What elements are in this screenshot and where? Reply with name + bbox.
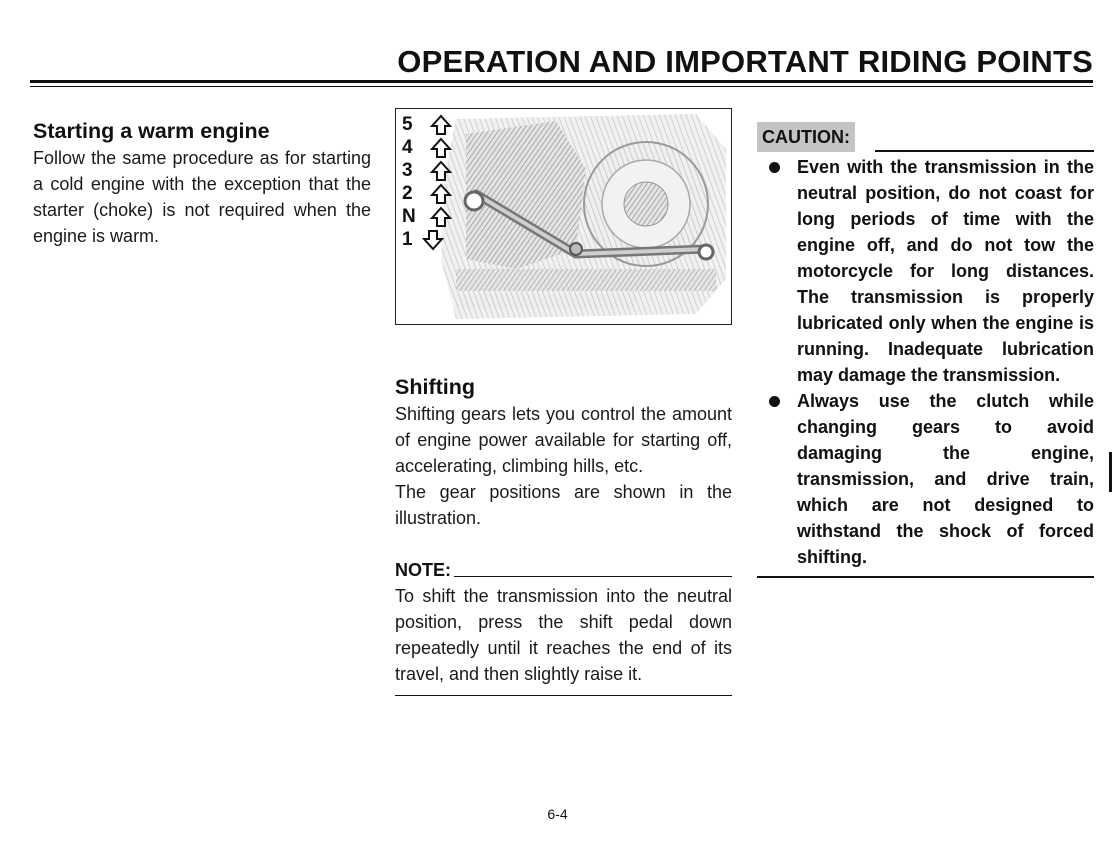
- page-number: 6-4: [547, 806, 568, 822]
- arrow-up-icon: [430, 160, 452, 182]
- arrow-up-icon: [430, 183, 452, 205]
- gear-row-5: [402, 113, 462, 136]
- arrow-up-icon: [430, 114, 452, 136]
- page-title: OPERATION AND IMPORTANT RIDING POINTS: [397, 44, 1093, 79]
- arrow-up-icon: [430, 206, 452, 228]
- shifting-para-1: Shifting gears lets you control the amount of engine power available for starting off, accelerating, climbing hills, etc.: [395, 404, 732, 476]
- bullet-icon: [769, 396, 780, 407]
- gear-label: 5: [402, 114, 413, 135]
- caution-list: [757, 154, 1094, 570]
- gear-row-3: [402, 159, 462, 182]
- caution-item-text: Even with the transmission in the neutral position, do not coast for long periods of time with the engine off, and do not tow the motorcycle for long distances. The transmission is properly lubricated only when the engine is running. Inadequate lubrication may damage the transmission.: [797, 157, 1094, 385]
- right-column: [757, 118, 1094, 578]
- note-header: [395, 557, 732, 583]
- header-rule-thin: [30, 86, 1093, 87]
- section-tab-marker: [1109, 452, 1112, 492]
- gear-row-1: [402, 228, 462, 251]
- header-rule: [30, 80, 1093, 83]
- note-end-rule: [395, 695, 732, 696]
- warm-engine-heading: Starting a warm engine: [33, 119, 270, 143]
- gear-position-list: [402, 113, 462, 251]
- caution-item: [757, 154, 1094, 388]
- bullet-icon: [769, 162, 780, 173]
- gear-row-2: [402, 182, 462, 205]
- left-column: [33, 117, 371, 249]
- note-text: To shift the transmission into the neutral position, press the shift pedal down repeatedly until it reaches the end of its travel, and then slightly raise it.: [395, 586, 732, 684]
- arrow-down-icon: [422, 229, 444, 251]
- shifting-heading: Shifting: [395, 375, 476, 399]
- middle-column: [395, 108, 732, 696]
- gear-row-neutral: [402, 205, 462, 228]
- caution-rule: [875, 150, 1094, 152]
- caution-item: [757, 388, 1094, 570]
- gear-label: 4: [402, 137, 413, 158]
- gear-label: 2: [402, 183, 413, 204]
- caution-header: [757, 118, 1094, 154]
- gear-label: 1: [402, 229, 413, 250]
- arrow-up-icon: [430, 137, 452, 159]
- caution-end-rule: [757, 576, 1094, 578]
- gear-label: N: [402, 206, 416, 227]
- gear-shift-illustration: [395, 108, 732, 325]
- shifting-para-2: The gear positions are shown in the illustration.: [395, 482, 732, 528]
- warm-engine-body: Follow the same procedure as for starting a cold engine with the exception that the starter (choke) is not required when the engine is warm.: [33, 148, 371, 246]
- note-label: NOTE:: [395, 559, 454, 581]
- caution-item-text: Always use the clutch while changing gears to avoid damaging the engine, transmission, and drive train, which are not designed to withstand the shock of forced shifting.: [797, 391, 1094, 567]
- gear-label: 3: [402, 160, 413, 181]
- gear-row-4: [402, 136, 462, 159]
- caution-label: CAUTION:: [757, 122, 855, 152]
